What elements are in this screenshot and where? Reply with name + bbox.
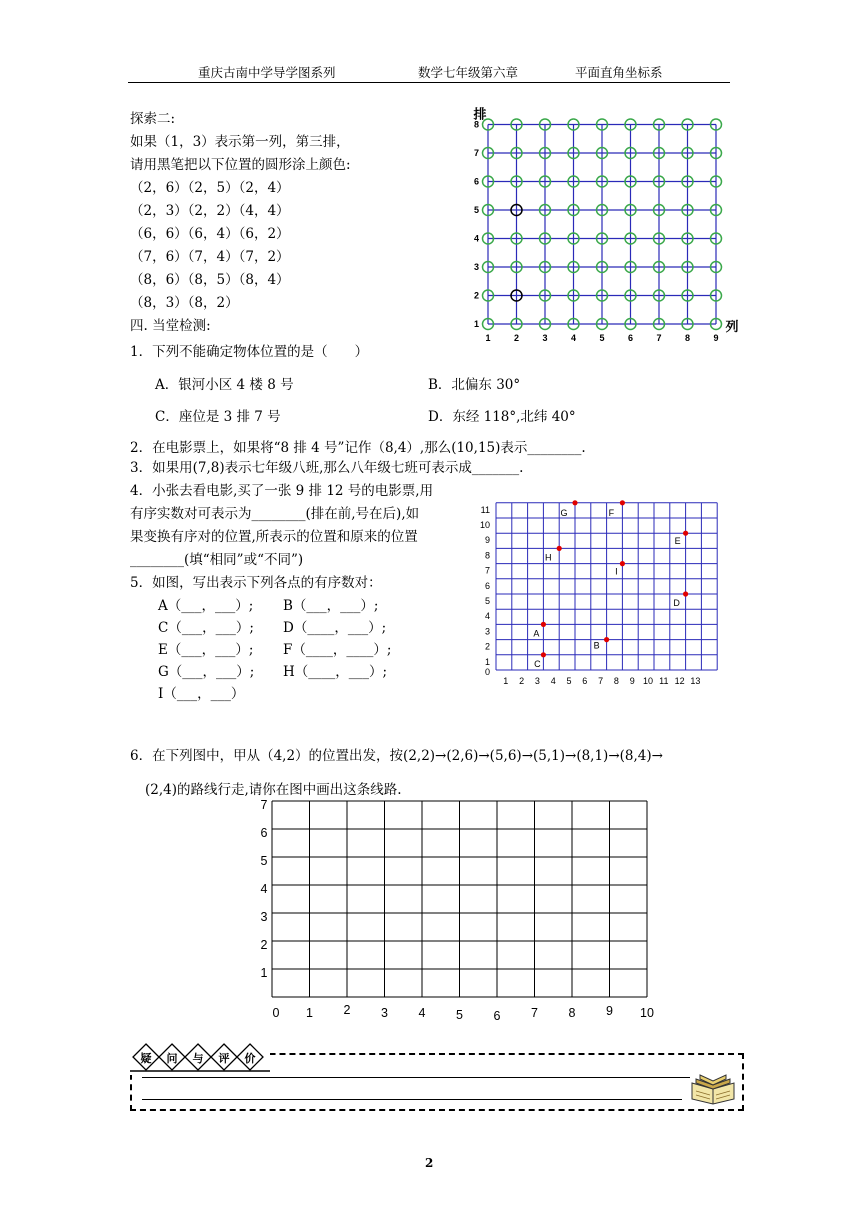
x-tick-label: 9	[713, 333, 719, 343]
evaluation-banner	[130, 1041, 270, 1081]
question-1: 1．下列不能确定物体位置的是（ ）	[130, 344, 369, 360]
point-a	[541, 622, 546, 627]
x-tick-label: 5	[566, 676, 572, 686]
y-tick-label: 6	[473, 176, 479, 187]
x-tick-label: 1	[503, 676, 509, 686]
point-label: G	[560, 507, 568, 518]
y-tick-label: 11	[480, 504, 490, 515]
q1-option-c: C．座位是 3 排 7 号	[155, 409, 281, 425]
question-6-line1: 6．在下列图中，甲从（4,2）的位置出发，按(2,2)→(2,6)→(5,6)→(5,1)→(8,1)→(8,4)→	[130, 748, 663, 764]
y-tick-label: 1	[484, 656, 490, 667]
y-tick-label: 6	[260, 826, 268, 840]
y-tick-label: 0	[484, 667, 490, 677]
x-tick-label: 5	[456, 1008, 463, 1022]
x-tick-label: 9	[606, 1004, 613, 1018]
banner-char: 评	[218, 1053, 230, 1065]
question-4-line: 4．小张去看电影,买了一张 9 排 12 号的电影票,用	[130, 483, 434, 499]
q5-blank-d: D（____，___）;	[283, 620, 387, 636]
x-tick-label: 4	[550, 676, 556, 686]
y-tick-label: 5	[260, 854, 268, 868]
y-tick-label: 2	[473, 290, 479, 301]
route-grid-figure	[250, 795, 670, 1030]
y-tick-label: 5	[473, 205, 479, 215]
x-tick-label: 2	[513, 333, 520, 343]
banner-char: 问	[166, 1053, 178, 1065]
banner-char: 价	[244, 1053, 256, 1065]
explore-line: 如果（1，3）表示第一列，第三排，	[130, 134, 350, 150]
x-tick-label: 10	[642, 676, 654, 686]
point-g	[572, 500, 577, 505]
point-h	[557, 546, 562, 551]
q5-blank-a: A（___，___）;	[158, 598, 254, 614]
x-tick-label: 10	[640, 1006, 654, 1020]
y-tick-label: 8	[484, 550, 490, 561]
explore-line: 请用黑笔把以下位置的圆形涂上颜色:	[130, 157, 351, 173]
x-tick-label: 2	[519, 676, 525, 686]
x-tick-label: 12	[674, 676, 685, 686]
x-tick-label: 7	[656, 333, 662, 343]
explore-line: （6，6）（6，4）（6，2）	[130, 226, 290, 242]
section4-title: 四. 当堂检测:	[130, 318, 211, 334]
x-tick-label: 6	[627, 333, 634, 343]
y-tick-label: 2	[260, 938, 268, 952]
y-tick-label: 7	[260, 798, 268, 812]
explore-line: （8，6）（8，5）（8，4）	[130, 272, 290, 288]
x-axis-label: 列	[725, 319, 739, 334]
x-tick-label: 3	[542, 333, 548, 343]
y-tick-label: 4	[260, 882, 268, 896]
q1-option-a: A．银河小区 4 楼 8 号	[155, 377, 294, 393]
explore-line: （8，3）（8，2）	[130, 295, 239, 311]
header-rule	[128, 82, 730, 83]
q5-blank-i: I（___，___）	[158, 686, 245, 702]
evaluation-box	[130, 1053, 744, 1111]
y-tick-label: 3	[473, 262, 479, 272]
point-b	[604, 637, 609, 642]
answer-line	[142, 1077, 690, 1078]
x-tick-label: 8	[568, 1006, 576, 1020]
banner-char: 与	[192, 1053, 204, 1065]
x-tick-label: 0	[272, 1006, 280, 1020]
point-label: B	[593, 640, 600, 651]
explore-title: 探索二:	[130, 111, 176, 127]
x-tick-label: 13	[690, 676, 701, 686]
q5-blank-g: G（___，___）;	[158, 664, 255, 680]
open-book-icon	[688, 1069, 738, 1105]
q5-blank-b: B（___，___）;	[283, 598, 379, 614]
question-5: 5．如图，写出表示下列各点的有序数对：	[130, 575, 382, 591]
question-4-line: ________(填“相同”或“不同”)	[130, 552, 304, 568]
x-tick-label: 6	[493, 1009, 501, 1023]
points-grid-figure	[476, 495, 726, 695]
y-tick-label: 7	[473, 148, 479, 158]
explore-line: （7，6）（7，4）（7，2）	[130, 249, 290, 265]
explore-line: （2，6）（2，5）（2，4）	[130, 180, 290, 196]
y-tick-label: 6	[484, 580, 490, 591]
point-f	[620, 500, 625, 505]
y-tick-label: 1	[260, 966, 268, 980]
q5-blank-h: H（____，___）;	[283, 664, 388, 680]
y-tick-label: 8	[473, 119, 479, 130]
x-tick-label: 9	[629, 676, 635, 686]
answer-line	[142, 1099, 682, 1100]
y-tick-label: 2	[484, 641, 490, 652]
y-tick-label: 1	[473, 319, 479, 329]
x-tick-label: 3	[534, 676, 540, 686]
question-6-line2: (2,4)的路线行走,请你在图中画出这条线路.	[145, 782, 402, 798]
y-tick-label: 10	[479, 520, 490, 530]
header-school: 重庆古南中学导学图系列	[198, 65, 336, 80]
y-tick-label: 3	[260, 910, 268, 924]
point-label: H	[544, 552, 552, 563]
y-tick-label: 5	[484, 596, 490, 606]
x-tick-label: 7	[598, 676, 604, 686]
y-tick-label: 7	[484, 565, 490, 576]
y-axis-label: 排	[473, 106, 487, 122]
point-label: D	[673, 598, 680, 608]
x-tick-label: 6	[582, 676, 588, 686]
point-e	[683, 531, 688, 536]
q5-blank-c: C（___，___）;	[158, 620, 254, 636]
point-label: E	[674, 536, 681, 547]
y-tick-label: 4	[484, 611, 490, 622]
point-c	[541, 652, 546, 657]
point-label: C	[534, 658, 541, 669]
x-tick-label: 11	[659, 676, 669, 686]
x-tick-label: 5	[599, 333, 605, 343]
y-tick-label: 9	[484, 535, 490, 546]
x-tick-label: 7	[531, 1006, 538, 1020]
explore-line: （2，3）（2，2）（4，4）	[130, 203, 290, 219]
point-i	[620, 561, 625, 566]
point-d	[683, 591, 688, 596]
x-tick-label: 2	[343, 1003, 351, 1017]
q5-blank-e: E（___，___）;	[158, 642, 254, 658]
point-label: F	[608, 507, 615, 518]
q1-option-d: D．东经 118°,北纬 40°	[428, 409, 576, 425]
header-topic: 平面直角坐标系	[575, 65, 663, 80]
y-tick-label: 3	[484, 626, 490, 637]
header-subject: 数学七年级第六章	[418, 65, 519, 80]
y-tick-label: 4	[473, 233, 479, 244]
page-number: 2	[425, 1156, 434, 1170]
q1-option-b: B．北偏东 30°	[428, 377, 521, 393]
x-tick-label: 1	[485, 333, 491, 343]
x-tick-label: 8	[684, 333, 691, 343]
x-tick-label: 8	[613, 676, 619, 686]
point-label: I	[615, 566, 618, 577]
seat-grid-figure	[466, 100, 746, 348]
question-3: 3．如果用(7,8)表示七年级八班,那么八年级七班可表示成_______.	[130, 460, 524, 476]
x-tick-label: 1	[306, 1006, 313, 1020]
question-4-line: 有序实数对可表示为________(排在前,号在后),如	[130, 506, 420, 522]
q5-blank-f: F（____，____）;	[283, 642, 392, 658]
x-tick-label: 4	[570, 333, 577, 343]
question-4-line: 果变换有序对的位置,所表示的位置和原来的位置	[130, 529, 418, 545]
point-label: A	[533, 628, 540, 639]
x-tick-label: 4	[418, 1006, 426, 1020]
banner-char: 疑	[140, 1053, 152, 1065]
question-2: 2．在电影票上，如果将“8 排 4 号”记作（8,4）,那么(10,15)表示________.	[130, 440, 586, 456]
x-tick-label: 3	[381, 1006, 388, 1020]
